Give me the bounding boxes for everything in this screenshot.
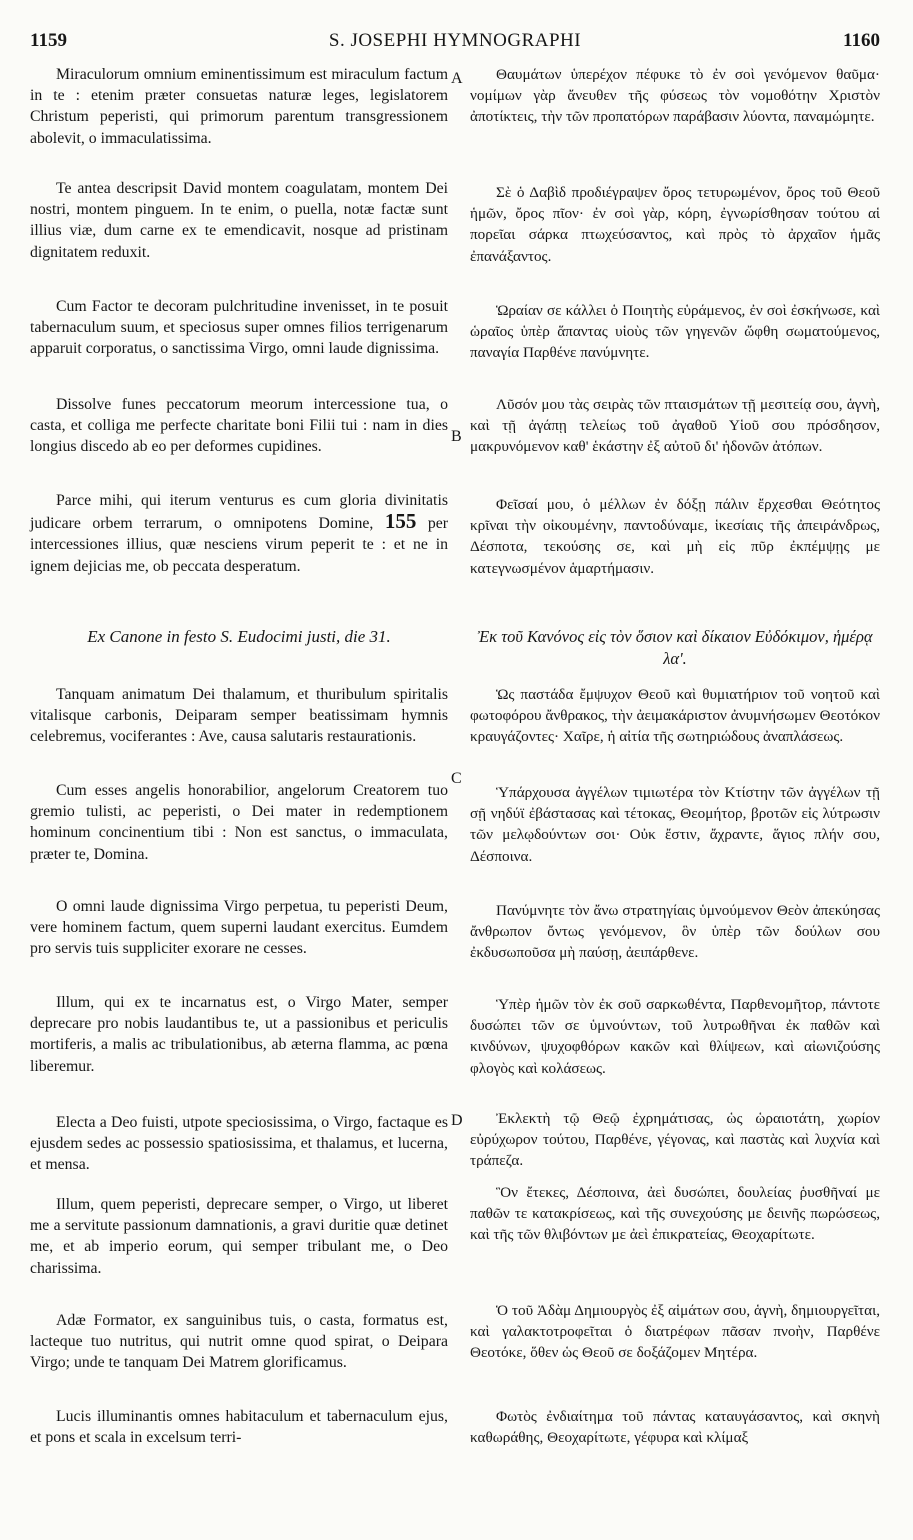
column-number: 155	[384, 509, 417, 534]
latin-paragraph: Parce mihi, qui iterum venturus es cum gloria divinitatis judicare orbem terrarum, o omnipotens Domine, 155 per intercessiones illius, quæ nesciens virum peperit te : et ne in ignem dejicias me, ob peccata desperatum.	[30, 492, 449, 575]
latin-paragraph: Te antea descripsit David montem coagulatam, montem Dei nostri, montem pinguem. In te enim, o puella, notæ factæ sunt illius viæ, dum carne ex te emendicavit, nosque ad pristinam dignitatem reduxit.	[30, 180, 448, 261]
greek-paragraph: Πανύμνητε τὸν ἄνω στρατηγίαις ὑμνούμενον Θεὸν ἀπεκύησας ἄνθρωπον ὄντως γενόμενον, ὃν ὑπὲρ τῶν δούλων σου ἐκδυσωποῦσα μὴ παύσῃ, ἀειπάρθενε.	[470, 902, 880, 962]
latin-paragraph: Illum, quem peperisti, deprecare semper, o Virgo, ut liberet me a servitute passionum damnationis, a gravi duritie quæ detinet me, et ab imperio eorum, qui semper tribulant me, o Deo charissima.	[30, 1196, 448, 1277]
greek-paragraph: Ἐκλεκτὴ τῷ Θεῷ ἐχρημάτισας, ὡς ὡραιοτάτη, χωρίον εὐρύχωρον τούτου, Παρθένε, γέγονας, καὶ παστὰς καὶ λυχνία καὶ τράπεζα.	[470, 1110, 880, 1170]
page-number-right: 1160	[843, 30, 880, 51]
margin-marker-d: D	[451, 1112, 463, 1129]
greek-paragraph: Φωτὸς ἐνδιαίτημα τοῦ πάντας καταυγάσαντος, καὶ σκηνὴ καθωράθης, Θεοχαρίτωτε, γέφυρα καὶ κλίμαξ	[470, 1408, 880, 1447]
latin-paragraph: Cum esses angelis honorabilior, angelorum Creatorem tuo gremio tulisti, ac peperisti, o Dei mater in redemptionem hominum concinentium tibi : Non est sanctus, o immaculata, præter te, Domina.	[30, 782, 448, 863]
running-title: S. JOSEPHI HYMNOGRAPHI	[328, 30, 582, 51]
latin-paragraph: O omni laude dignissima Virgo perpetua, tu peperisti Deum, vere hominem factum, quem superni laudant exercitus. Eumdem pro servis tuis suppliciter exorare ne cesses.	[30, 898, 448, 958]
greek-paragraph: Ὁ τοῦ Ἀδὰμ Δημιουργὸς ἐξ αἱμάτων σου, ἁγνὴ, δημιουργεῖται, καὶ γαλακτοτροφεῖται ὁ διατρέφων πᾶσαν πνοὴν, Παρθένε Θεοτόκε, ὅθεν ὡς Θεοῦ σε δοξάζομεν Μητέρα.	[470, 1302, 880, 1362]
latin-paragraph: Illum, qui ex te incarnatus est, o Virgo Mater, semper deprecare pro nobis laudantibus te, ut a passionibus et periculis mortiferis, a malis ac tribulationibus, ab æterna flamma, ac pœna liberemur.	[30, 994, 448, 1075]
latin-paragraph: Tanquam animatum Dei thalamum, et thuribulum spiritalis vitalisque carbonis, Deiparam semper beatissimam hymnis celebremus, vociferantes : Ave, causa salutaris restaurationis.	[30, 686, 448, 746]
latin-paragraph: Electa a Deo fuisti, utpote speciosissima, o Virgo, factaque es ejusdem sedes ac possessio spatiosissima, et thalamus, et lucerna, et mensa.	[30, 1114, 448, 1174]
section-heading-greek: Ἐκ τοῦ Κανόνος εἰς τὸν ὅσιον καὶ δίκαιον Εὐδόκιμον, ἡμέρᾳ λα'.	[477, 627, 873, 668]
greek-paragraph: Ὡς παστάδα ἔμψυχον Θεοῦ καὶ θυμιατήριον τοῦ νοητοῦ καὶ φωτοφόρου ἄνθρακος, τὴν ἀειμακάριστον ἀνυμνήσωμεν Θεοτόκον κραυγάζοντες· Χαῖρε, ἡ αἰτία τῆς σωτηριώδους ἀναπλάσεως.	[470, 686, 880, 746]
greek-paragraph: Λῦσόν μου τὰς σειρὰς τῶν πταισμάτων τῇ μεσιτείᾳ σου, ἁγνὴ, καὶ τῇ ἀγάπῃ τελείως τοῦ ἀγαθοῦ Υἱοῦ σου πρόσδησον, μακρυνόμενον καθ' ἑκάστην ἐξ αὐτοῦ δι' ἡδονῶν ἀτόπων.	[470, 396, 880, 456]
greek-paragraph: Ὃν ἔτεκες, Δέσποινα, ἀεὶ δυσώπει, δουλείας ῥυσθῆναί με παθῶν τε κατακρίσεως, καὶ τῆς συνεχούσης με δεινῆς πωρώσεως, καὶ τῆς τῶν θλιβόντων με ἀεὶ ἐπικρατείας, Θεοχαρίτωτε.	[470, 1184, 880, 1244]
latin-paragraph: Cum Factor te decoram pulchritudine invenisset, in te posuit tabernaculum suum, et speciosus super omnes filios terrigenarum apparuit corporatus, o sanctissima Virgo, omni laude dignissima.	[30, 298, 448, 358]
greek-paragraph: Ὑπὲρ ἡμῶν τὸν ἐκ σοῦ σαρκωθέντα, Παρθενομῆτορ, πάντοτε δυσώπει τῶν σε ὑμνούντων, τοῦ λυτρωθῆναι ἐκ παθῶν καὶ κινδύνων, ψυχοφθόρων κακῶν καὶ θλίψεων, καὶ αἰωνιζούσης φλογὸς καὶ κολάσεως.	[470, 996, 880, 1077]
margin-marker-c: C	[451, 770, 462, 787]
latin-paragraph: Lucis illuminantis omnes habitaculum et tabernaculum ejus, et pons et scala in excelsum terri-	[30, 1408, 448, 1447]
greek-paragraph: Ὡραίαν σε κάλλει ὁ Ποιητὴς εὑράμενος, ἐν σοὶ ἐσκήνωσε, καὶ ὡραῖος ὑπὲρ ἅπαντας υἱοὺς τῶν γηγενῶν ὤφθη σωματούμενος, παναγία Παρθένε πανύμνητε.	[470, 302, 880, 362]
margin-marker-a: A	[451, 70, 463, 87]
greek-paragraph: Ὑπάρχουσα ἀγγέλων τιμιωτέρα τὸν Κτίστην τῶν ἀγγέλων τῇ σῇ νηδύϊ ἐβάστασας καὶ τέτοκας, Θεομήτορ, βροτῶν εἰς λύτρωσιν τῶν μελῳδούντων σοι· Οὐκ ἔστιν, ἄχραντε, ἅγιος πλήν σου, Δέσποινα.	[470, 784, 880, 865]
latin-paragraph: Miraculorum omnium eminentissimum est miraculum factum in te : etenim præter consuetas naturæ leges, legislatorem Christum peperisti, qui primorum parentum transgressionem abolevit, o immaculatissima.	[30, 66, 448, 147]
page-number-left: 1159	[30, 30, 67, 51]
running-header	[30, 30, 880, 60]
greek-paragraph: Σὲ ὁ Δαβὶδ προδιέγραψεν ὄρος τετυρωμένον, ὄρος τοῦ Θεοῦ ἡμῶν, ὄρος πῖον· ἐν σοὶ γὰρ, κόρη, ἐγνωρίσθησαν τούτου αἱ πορεῖαι σάρκα πτωχεύσαντος, καὶ πρὸς τὸ ἀρχαῖον ἡμᾶς ἐπανάξαντος.	[470, 184, 880, 265]
latin-paragraph: Dissolve funes peccatorum meorum intercessione tua, o casta, et colliga me perfecte charitate boni Filii tui : nam in dies longius discedo ab eo per deformes cupidines.	[30, 396, 448, 456]
greek-paragraph: Φεῖσαί μου, ὁ μέλλων ἐν δόξῃ πάλιν ἔρχεσθαι Θεότητος κρῖναι τὴν οἰκουμένην, παντοδύναμε, ἱκεσίαις τῆς ἀπειράνδρως, Δέσποτα, τεκούσης σε, καὶ μὴ εἰς πῦρ ἐκπέμψῃς με κατεγνωσμένον ἁμαρτήμασιν.	[470, 496, 880, 577]
greek-paragraph: Θαυμάτων ὑπερέχον πέφυκε τὸ ἐν σοὶ γενόμενον θαῦμα· νομίμων γὰρ ἄνευθεν τῆς φύσεως τὸν νομοθότην Χριστὸν ἀποτίκτεις, τὴν τῶν προπατόρων παράβασιν λύοντα, παναμώμητε.	[470, 66, 880, 126]
latin-paragraph: Adæ Formator, ex sanguinibus tuis, o casta, formatus est, lacteque tuo nutritus, qui nutrit omne quod spirat, o Deipara Virgo; unde te tanquam Dei Matrem glorificamus.	[30, 1312, 448, 1372]
margin-marker-b: B	[451, 428, 462, 445]
section-heading-latin: Ex Canone in festo S. Eudocimi justi, die 31.	[87, 627, 391, 646]
